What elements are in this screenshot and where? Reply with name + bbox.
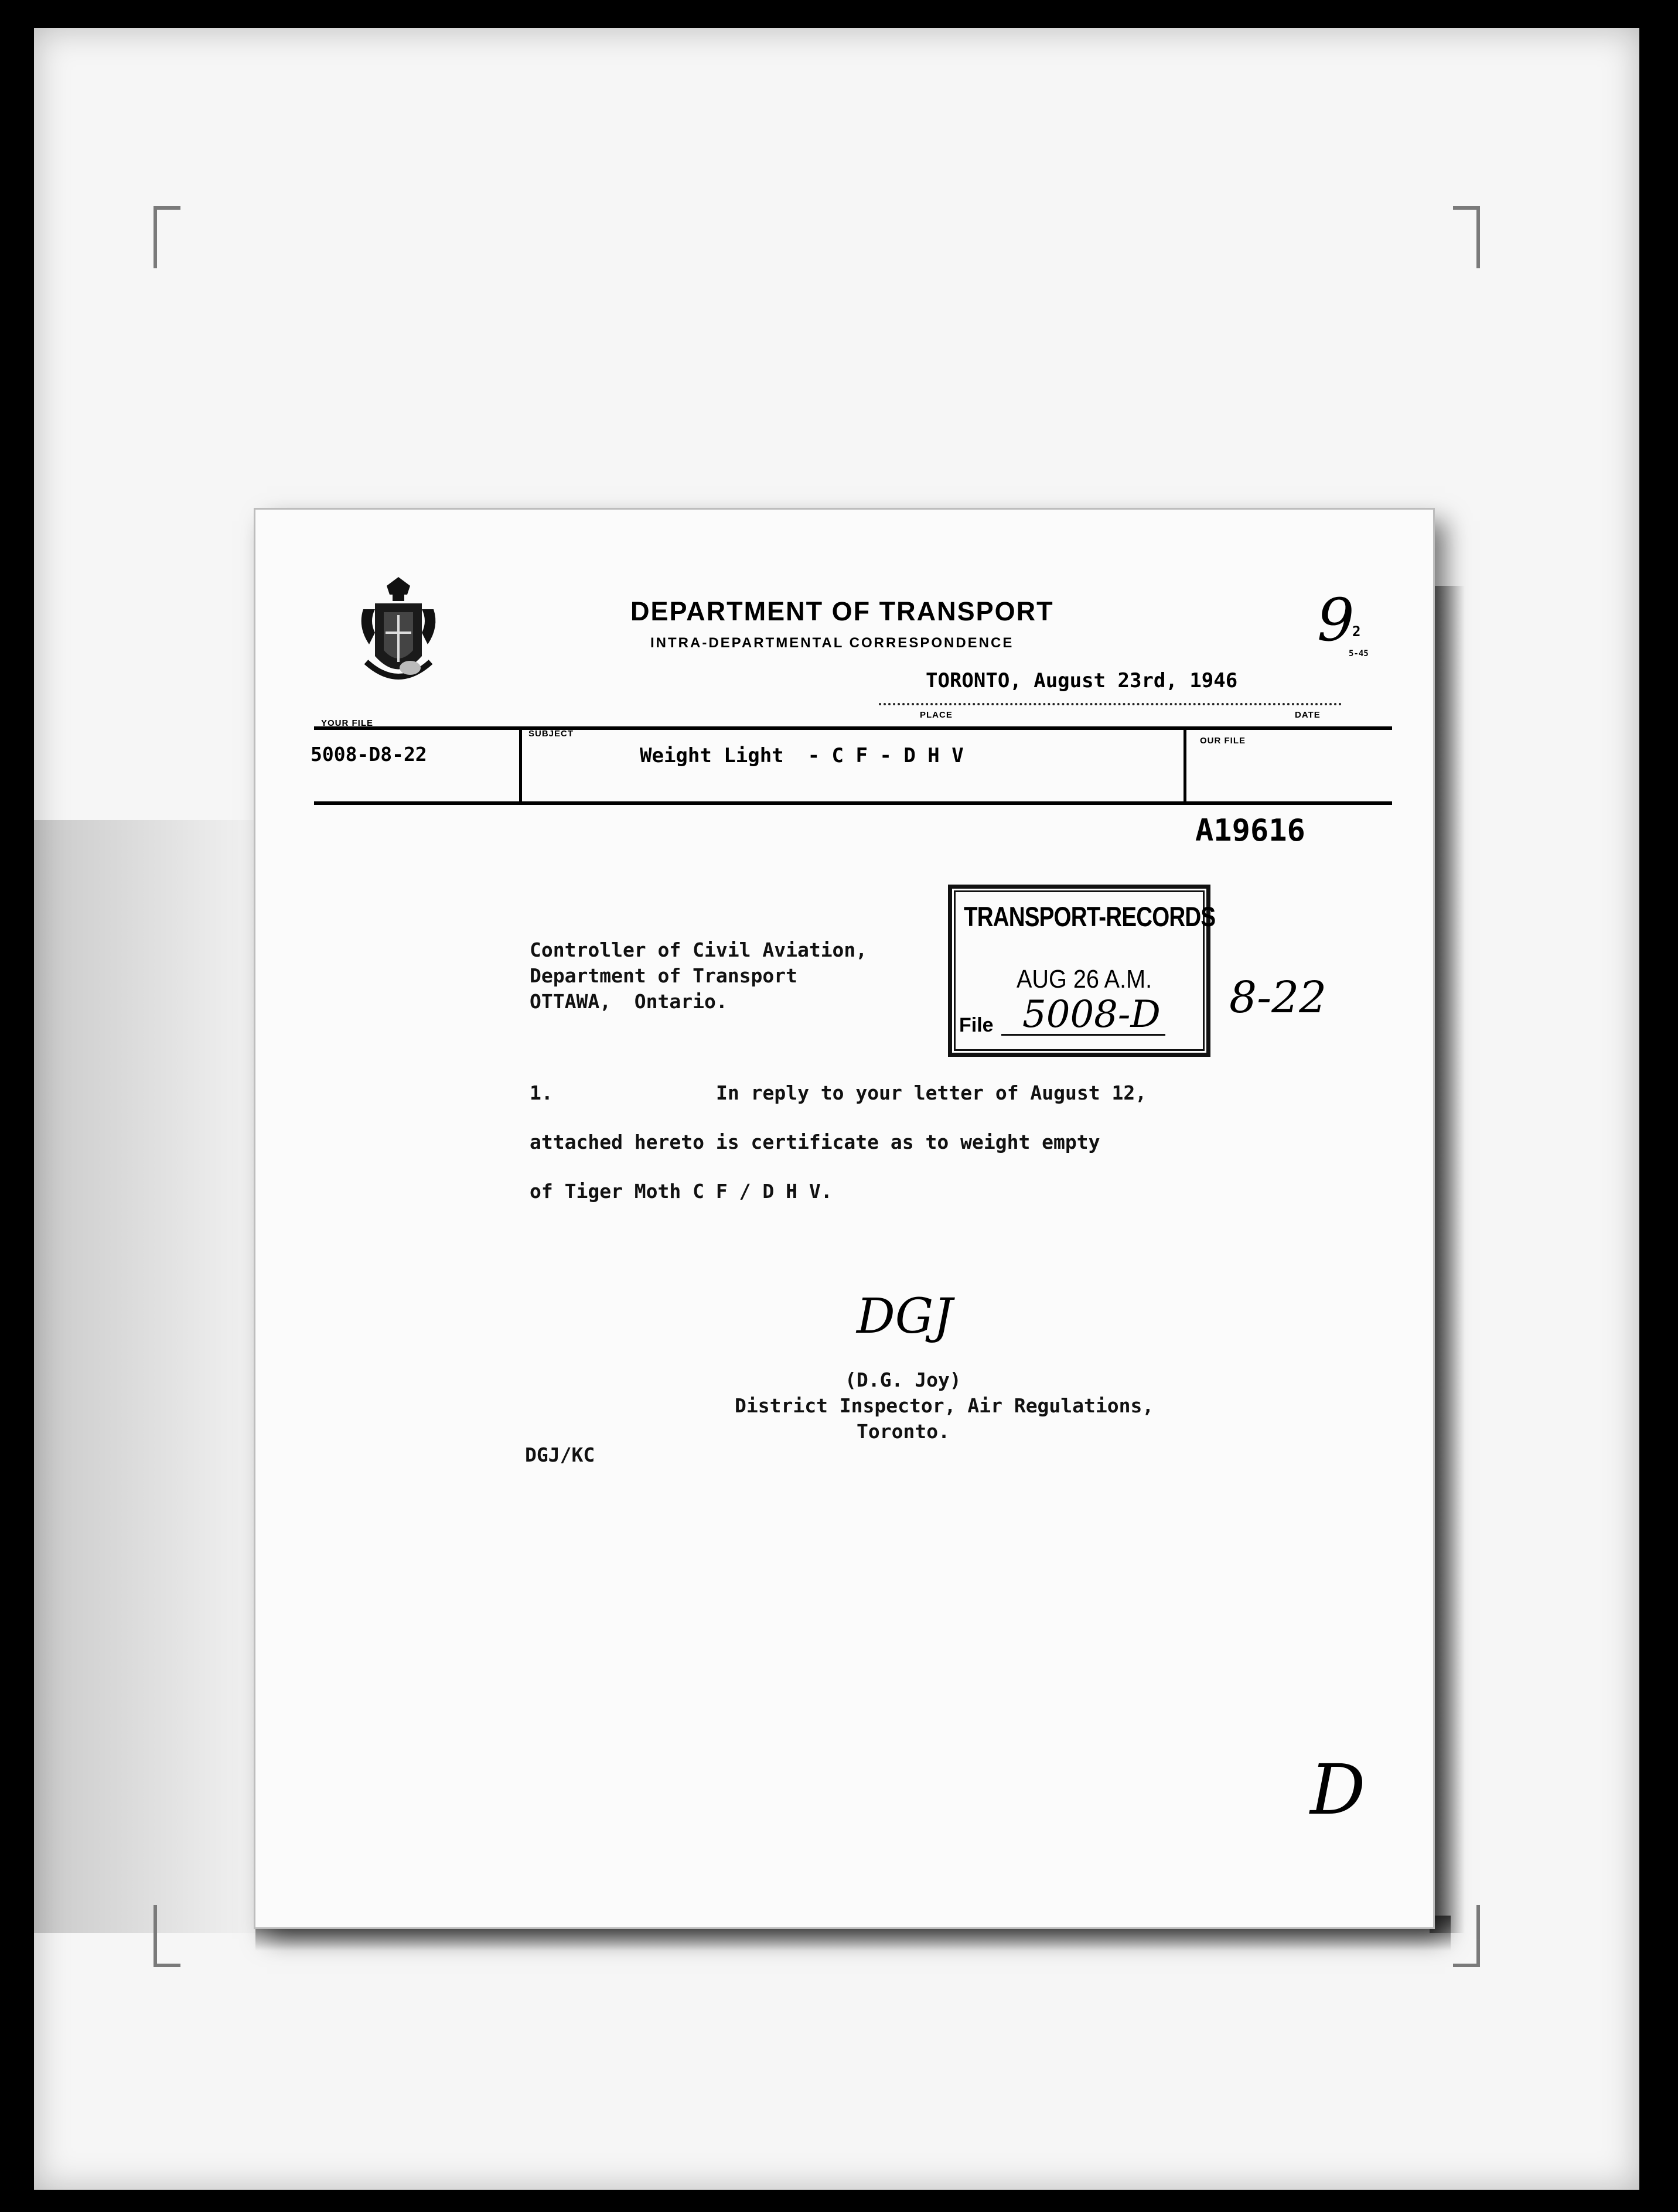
place-date: TORONTO, August 23rd, 1946 (926, 669, 1238, 692)
crop-mark-top-left (154, 206, 180, 268)
records-stamp (948, 885, 1216, 1057)
page-sub-number: 2 (1352, 623, 1361, 640)
date-label: DATE (1295, 710, 1321, 720)
coat-of-arms-icon (352, 574, 445, 697)
signatory-title: District Inspector, Air Regulations, (735, 1394, 1154, 1417)
crop-mark-top-right (1453, 206, 1480, 268)
place-label: PLACE (920, 710, 953, 720)
page-number: 9 (1317, 586, 1355, 654)
addressee-line: OTTAWA, Ontario. (530, 990, 728, 1013)
body-line: In reply to your letter of August 12, (716, 1081, 1147, 1104)
body-line: of Tiger Moth C F / D H V. (530, 1180, 833, 1203)
letter-sheet (255, 510, 1433, 1927)
department-subtitle: INTRA-DEPARTMENTAL CORRESPONDENCE (650, 635, 1014, 651)
stamp-file-handwritten-suffix: 8-22 (1229, 972, 1327, 1023)
file-row-bottom-rule (314, 801, 1392, 805)
stamp-file-label: File (959, 1014, 994, 1036)
file-row-divider (519, 726, 522, 801)
sheet-shadow (1430, 586, 1465, 1933)
dotted-rule (879, 703, 1342, 705)
your-file-value: 5008-D8-22 (311, 743, 427, 766)
subject-value: Weight Light - C F - D H V (640, 744, 964, 767)
file-row-divider (1184, 726, 1186, 801)
plate-shading (34, 820, 280, 1933)
addressee-line: Department of Transport (530, 964, 797, 987)
handwritten-signature: DGJ (857, 1289, 953, 1344)
reference-number: A19616 (1195, 813, 1305, 848)
typist-initials: DGJ/KC (525, 1443, 595, 1466)
signatory-name: (D.G. Joy) (845, 1368, 961, 1391)
your-file-label: YOUR FILE (321, 718, 374, 728)
subject-label: SUBJECT (528, 729, 574, 739)
addressee-line: Controller of Civil Aviation, (530, 938, 868, 961)
stamp-file-handwritten: 5008-D (1022, 993, 1161, 1036)
our-file-label: OUR FILE (1200, 736, 1246, 746)
crop-mark-bottom-left (154, 1905, 180, 1967)
file-row-top-rule (314, 726, 1392, 730)
stamp-date: AUG 26 A.M. (1017, 965, 1152, 994)
stamp-title: TRANSPORT-RECORDS (964, 901, 1216, 932)
department-title: DEPARTMENT OF TRANSPORT (630, 596, 1054, 626)
body-line: attached hereto is certificate as to weight empty (530, 1131, 1100, 1153)
paragraph-number: 1. (530, 1081, 553, 1104)
form-code: 5-45 (1349, 649, 1369, 658)
signatory-city: Toronto. (857, 1420, 950, 1443)
handwritten-initial: D (1310, 1749, 1366, 1830)
